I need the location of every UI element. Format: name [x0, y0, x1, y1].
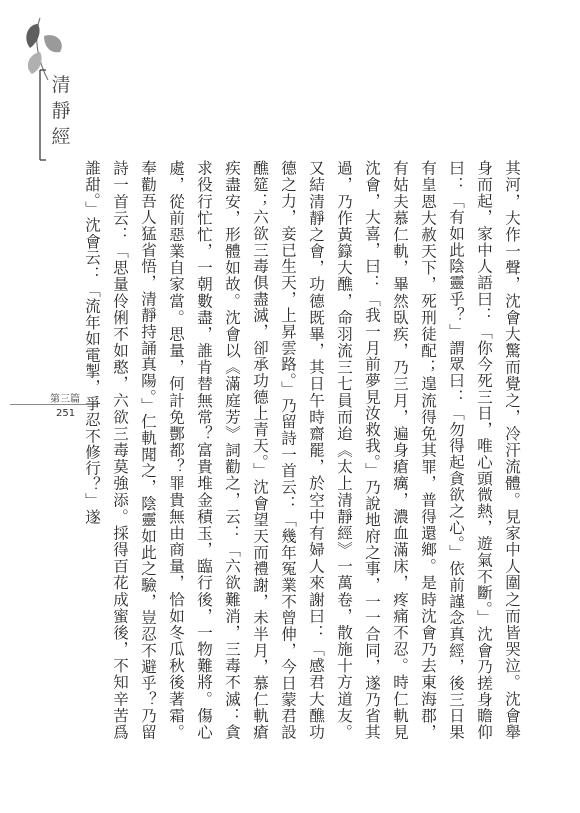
ornament-title-char-1: 清 [51, 74, 71, 96]
header-ornament [10, 10, 80, 170]
body-text [83, 160, 526, 740]
ornament-title-char-2: 靜 [51, 100, 71, 122]
ornament-title-char-3: 經 [51, 126, 71, 148]
chapter-label: 第三篇 [50, 394, 80, 405]
page-number: 251 [56, 408, 76, 419]
body-paragraph: 其河，大作一聲，沈會大驚而覺之，冷汗流體。見家中人圍之而皆哭泣。沈會舉身而起，家中人語曰：「你今死三日，唯心頭微熱，遊氣不斷。」沈會乃搓身瞻仰曰：「有如此陰靈乎？」謂眾曰：「勿得起貪欲之心。」依前謹念真經，後三日果有皇恩大赦天下，死刑徒配；遑流得免其罪，普得還鄉。是時沈會乃去東海郡，有姑夫慕仁軌，畢然臥疾，乃三月，遍身瘡癘，濃血滿床，疼痛不忍。時仁軌見沈會，大喜，曰：「我一月前夢見汝救我。」乃說地府之事，一一合同，遂乃省其過，乃作黃籙大醮，命羽流三七員而迨《太上清靜經》一萬卷，散施十方道友。又結清靜之會，功德既畢，其日午時齋罷，於空中有婦人來謝曰：「感君大醮功德之力，妾已生天，上昇雲路。」乃留詩一首云：「幾年冤業不曾伸，今日蒙君設醮筵；六欲三毒俱盡滅，卻承功德上青天。」沈會望天而禮謝，未半月，慕仁軌瘡疾盡安，形體如故。沈會以《滿庭芳》詞勸之，云：「六欲難消，三毒不滅：貪求役行忙忙，一朝數盡，誰肯替無常？富貴堆金積玉，臨行後，一物難將。傷心處，從前惡業自家當。思量，何計免酆都？罪貴無由商量，恰如冬瓜秋後著霜。奉勸吾人猛省悟，清靜持誦真陽。」仁軌聞之，陰靈如此之驗，豈忍不避乎？乃留詩一首云：「思量伶俐不如憨，六欲三毒莫強添。採得百花成蜜後，不知辛苦爲誰甜。」沈會云：「流年如電掣，爭忍不修行？」遂 [83, 160, 521, 740]
